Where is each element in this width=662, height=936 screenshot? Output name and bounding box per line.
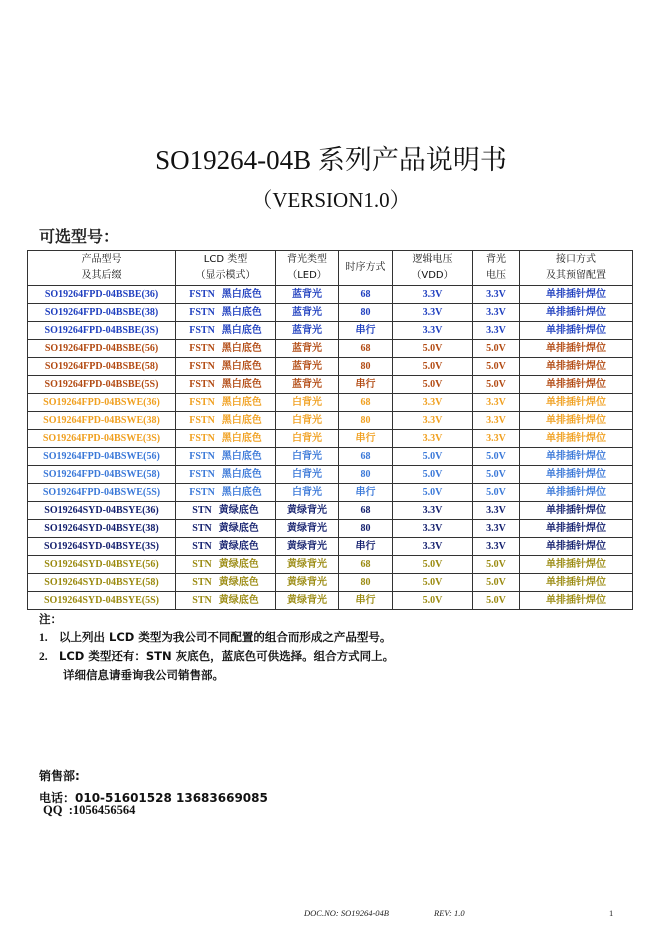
table-row bbox=[28, 430, 633, 448]
cell-vdd: 3.3V bbox=[393, 412, 473, 430]
lcd-mode-text: 黑白底色 bbox=[221, 360, 262, 372]
lcd-mode-text: 黑白底色 bbox=[221, 450, 262, 462]
cell-lcd-type bbox=[176, 394, 276, 412]
cell-bl-voltage: 3.3V bbox=[473, 322, 520, 340]
cell-bl-voltage: 3.3V bbox=[473, 412, 520, 430]
cell-timing: 串行 bbox=[339, 376, 393, 394]
cell-vdd: 5.0V bbox=[393, 376, 473, 394]
table-row bbox=[28, 304, 633, 322]
cell-timing: 80 bbox=[339, 466, 393, 484]
table-row bbox=[28, 484, 633, 502]
lcd-type-text: STN bbox=[192, 522, 212, 534]
cell-lcd-type bbox=[176, 304, 276, 322]
lcd-type-text: FSTN bbox=[189, 306, 215, 318]
cell-bl-voltage: 3.3V bbox=[473, 520, 520, 538]
cell-backlight: 蓝背光 bbox=[276, 304, 339, 322]
cell-bl-voltage: 5.0V bbox=[473, 358, 520, 376]
lcd-type-text: FSTN bbox=[189, 324, 215, 336]
header-timing: 时序方式 bbox=[339, 251, 393, 286]
cell-lcd-type bbox=[176, 592, 276, 610]
cell-vdd: 5.0V bbox=[393, 340, 473, 358]
lcd-type-text: STN bbox=[192, 504, 212, 516]
cell-lcd-type bbox=[176, 322, 276, 340]
cell-model: SO19264FPD-04BSBE(38) bbox=[28, 304, 176, 322]
cell-model: SO19264FPD-04BSWE(5S) bbox=[28, 484, 176, 502]
note-item bbox=[39, 628, 394, 647]
cell-model: SO19264SYD-04BSYE(58) bbox=[28, 574, 176, 592]
cell-bl-voltage: 5.0V bbox=[473, 484, 520, 502]
note-item bbox=[39, 647, 394, 666]
cell-interface: 单排插针焊位 bbox=[520, 394, 633, 412]
cell-bl-voltage: 5.0V bbox=[473, 574, 520, 592]
cell-timing: 80 bbox=[339, 358, 393, 376]
lcd-mode-text: 黑白底色 bbox=[221, 414, 262, 426]
cell-model: SO19264FPD-04BSWE(38) bbox=[28, 412, 176, 430]
table-row bbox=[28, 520, 633, 538]
cell-timing: 80 bbox=[339, 412, 393, 430]
cell-timing: 串行 bbox=[339, 484, 393, 502]
cell-vdd: 3.3V bbox=[393, 430, 473, 448]
lcd-type-text: FSTN bbox=[189, 360, 215, 372]
cell-backlight: 蓝背光 bbox=[276, 340, 339, 358]
cell-timing: 80 bbox=[339, 574, 393, 592]
header-backlight: 背光类型 （LED） bbox=[276, 251, 339, 286]
cell-vdd: 5.0V bbox=[393, 448, 473, 466]
cell-lcd-type bbox=[176, 286, 276, 304]
cell-backlight: 白背光 bbox=[276, 484, 339, 502]
cell-vdd: 5.0V bbox=[393, 556, 473, 574]
cell-model: SO19264SYD-04BSYE(56) bbox=[28, 556, 176, 574]
lcd-mode-text: 黑白底色 bbox=[221, 342, 262, 354]
lcd-mode-text: 黄绿底色 bbox=[218, 594, 259, 606]
cell-interface: 单排插针焊位 bbox=[520, 484, 633, 502]
table-row bbox=[28, 340, 633, 358]
cell-vdd: 5.0V bbox=[393, 484, 473, 502]
cell-interface: 单排插针焊位 bbox=[520, 376, 633, 394]
table-row bbox=[28, 394, 633, 412]
cell-timing: 68 bbox=[339, 340, 393, 358]
cell-interface: 单排插针焊位 bbox=[520, 574, 633, 592]
cell-interface: 单排插针焊位 bbox=[520, 502, 633, 520]
cell-lcd-type bbox=[176, 574, 276, 592]
cell-bl-voltage: 5.0V bbox=[473, 340, 520, 358]
cell-timing: 68 bbox=[339, 286, 393, 304]
header-interface: 接口方式 及其预留配置 bbox=[520, 251, 633, 286]
cell-interface: 单排插针焊位 bbox=[520, 448, 633, 466]
notes-heading: 注： bbox=[39, 612, 62, 626]
sales-qq bbox=[43, 803, 135, 818]
note-continuation: 详细信息请垂询我公司销售部。 bbox=[63, 668, 224, 682]
cell-interface: 单排插针焊位 bbox=[520, 520, 633, 538]
cell-vdd: 3.3V bbox=[393, 520, 473, 538]
cell-interface: 单排插针焊位 bbox=[520, 592, 633, 610]
cell-timing: 串行 bbox=[339, 430, 393, 448]
footer-doc-number: DOC.NO: SO19264-04B bbox=[304, 908, 389, 918]
cell-timing: 串行 bbox=[339, 538, 393, 556]
lcd-type-text: STN bbox=[192, 576, 212, 588]
note-number: 2. bbox=[39, 651, 48, 663]
cell-model: SO19264FPD-04BSWE(3S) bbox=[28, 430, 176, 448]
lcd-mode-text: 黑白底色 bbox=[221, 468, 262, 480]
cell-lcd-type bbox=[176, 466, 276, 484]
cell-vdd: 3.3V bbox=[393, 502, 473, 520]
cell-vdd: 3.3V bbox=[393, 304, 473, 322]
lcd-mode-text: 黄绿底色 bbox=[218, 504, 259, 516]
lcd-type-text: FSTN bbox=[189, 396, 215, 408]
table-row bbox=[28, 286, 633, 304]
sales-heading: 销售部: bbox=[39, 769, 80, 783]
cell-vdd: 3.3V bbox=[393, 394, 473, 412]
table-row bbox=[28, 592, 633, 610]
cell-vdd: 3.3V bbox=[393, 286, 473, 304]
table-header-row bbox=[28, 251, 633, 286]
qq-value: :1056456564 bbox=[68, 803, 136, 817]
cell-model: SO19264FPD-04BSBE(5S) bbox=[28, 376, 176, 394]
sales-phone: 电话：010-51601528 13683669085 bbox=[39, 791, 268, 805]
cell-model: SO19264SYD-04BSYE(3S) bbox=[28, 538, 176, 556]
qq-label: QQ bbox=[43, 803, 63, 817]
cell-timing: 68 bbox=[339, 394, 393, 412]
table-body bbox=[28, 286, 633, 610]
cell-backlight: 黄绿背光 bbox=[276, 592, 339, 610]
cell-bl-voltage: 3.3V bbox=[473, 286, 520, 304]
cell-lcd-type bbox=[176, 538, 276, 556]
cell-lcd-type bbox=[176, 484, 276, 502]
cell-model: SO19264SYD-04BSYE(38) bbox=[28, 520, 176, 538]
table-row bbox=[28, 538, 633, 556]
cell-backlight: 黄绿背光 bbox=[276, 520, 339, 538]
cell-backlight: 白背光 bbox=[276, 430, 339, 448]
cell-bl-voltage: 5.0V bbox=[473, 592, 520, 610]
table-row bbox=[28, 358, 633, 376]
cell-lcd-type bbox=[176, 502, 276, 520]
cell-backlight: 蓝背光 bbox=[276, 358, 339, 376]
cell-interface: 单排插针焊位 bbox=[520, 556, 633, 574]
table-row bbox=[28, 322, 633, 340]
cell-bl-voltage: 3.3V bbox=[473, 538, 520, 556]
footer-revision: REV: 1.0 bbox=[434, 908, 465, 918]
cell-bl-voltage: 5.0V bbox=[473, 448, 520, 466]
table-row bbox=[28, 502, 633, 520]
notes-section bbox=[39, 610, 394, 684]
note-text: 以上列出 LCD 类型为我公司不同配置的组合而形成之产品型号。 bbox=[59, 630, 392, 644]
lcd-mode-text: 黑白底色 bbox=[221, 306, 262, 318]
lcd-type-text: FSTN bbox=[189, 432, 215, 444]
cell-timing: 80 bbox=[339, 520, 393, 538]
lcd-mode-text: 黄绿底色 bbox=[218, 558, 259, 570]
cell-vdd: 5.0V bbox=[393, 592, 473, 610]
cell-model: SO19264FPD-04BSBE(3S) bbox=[28, 322, 176, 340]
cell-lcd-type bbox=[176, 340, 276, 358]
cell-backlight: 蓝背光 bbox=[276, 286, 339, 304]
lcd-mode-text: 黄绿底色 bbox=[218, 540, 259, 552]
lcd-type-text: STN bbox=[192, 594, 212, 606]
lcd-type-text: FSTN bbox=[189, 378, 215, 390]
cell-timing: 80 bbox=[339, 304, 393, 322]
cell-model: SO19264FPD-04BSWE(56) bbox=[28, 448, 176, 466]
cell-timing: 串行 bbox=[339, 322, 393, 340]
document-title: SO19264-04B 系列产品说明书 bbox=[155, 145, 507, 175]
table-row bbox=[28, 574, 633, 592]
cell-interface: 单排插针焊位 bbox=[520, 322, 633, 340]
cell-timing: 68 bbox=[339, 556, 393, 574]
cell-interface: 单排插针焊位 bbox=[520, 538, 633, 556]
cell-timing: 串行 bbox=[339, 592, 393, 610]
section-heading: 可选型号： bbox=[39, 227, 120, 246]
lcd-mode-text: 黑白底色 bbox=[221, 486, 262, 498]
cell-backlight: 蓝背光 bbox=[276, 322, 339, 340]
cell-lcd-type bbox=[176, 520, 276, 538]
document-version: （VERSION1.0） bbox=[251, 188, 411, 212]
lcd-mode-text: 黄绿底色 bbox=[218, 576, 259, 588]
cell-backlight: 白背光 bbox=[276, 394, 339, 412]
cell-lcd-type bbox=[176, 412, 276, 430]
table-row bbox=[28, 448, 633, 466]
cell-interface: 单排插针焊位 bbox=[520, 412, 633, 430]
footer-page-number: 1 bbox=[609, 908, 614, 918]
table-row bbox=[28, 466, 633, 484]
cell-vdd: 5.0V bbox=[393, 574, 473, 592]
cell-vdd: 3.3V bbox=[393, 538, 473, 556]
cell-bl-voltage: 5.0V bbox=[473, 376, 520, 394]
table-row bbox=[28, 376, 633, 394]
table-row bbox=[28, 412, 633, 430]
lcd-type-text: FSTN bbox=[189, 450, 215, 462]
cell-bl-voltage: 3.3V bbox=[473, 304, 520, 322]
cell-interface: 单排插针焊位 bbox=[520, 358, 633, 376]
lcd-mode-text: 黑白底色 bbox=[221, 432, 262, 444]
lcd-type-text: FSTN bbox=[189, 288, 215, 300]
header-vdd: 逻辑电压 （VDD） bbox=[393, 251, 473, 286]
lcd-mode-text: 黄绿底色 bbox=[218, 522, 259, 534]
cell-lcd-type bbox=[176, 376, 276, 394]
header-lcd-type: LCD 类型 （显示模式） bbox=[176, 251, 276, 286]
note-number: 1. bbox=[39, 632, 48, 644]
cell-bl-voltage: 3.3V bbox=[473, 502, 520, 520]
lcd-mode-text: 黑白底色 bbox=[221, 288, 262, 300]
cell-lcd-type bbox=[176, 430, 276, 448]
lcd-mode-text: 黑白底色 bbox=[221, 396, 262, 408]
table-row bbox=[28, 556, 633, 574]
cell-backlight: 白背光 bbox=[276, 448, 339, 466]
cell-vdd: 3.3V bbox=[393, 322, 473, 340]
lcd-type-text: FSTN bbox=[189, 414, 215, 426]
cell-backlight: 白背光 bbox=[276, 412, 339, 430]
lcd-type-text: FSTN bbox=[189, 468, 215, 480]
cell-bl-voltage: 5.0V bbox=[473, 466, 520, 484]
lcd-mode-text: 黑白底色 bbox=[221, 324, 262, 336]
cell-timing: 68 bbox=[339, 448, 393, 466]
cell-interface: 单排插针焊位 bbox=[520, 430, 633, 448]
cell-interface: 单排插针焊位 bbox=[520, 466, 633, 484]
lcd-type-text: STN bbox=[192, 540, 212, 552]
cell-backlight: 黄绿背光 bbox=[276, 502, 339, 520]
lcd-mode-text: 黑白底色 bbox=[221, 378, 262, 390]
model-table bbox=[27, 250, 633, 610]
cell-model: SO19264FPD-04BSWE(36) bbox=[28, 394, 176, 412]
cell-bl-voltage: 3.3V bbox=[473, 394, 520, 412]
lcd-type-text: STN bbox=[192, 558, 212, 570]
cell-model: SO19264SYD-04BSYE(5S) bbox=[28, 592, 176, 610]
cell-backlight: 白背光 bbox=[276, 466, 339, 484]
lcd-type-text: FSTN bbox=[189, 486, 215, 498]
cell-lcd-type bbox=[176, 556, 276, 574]
cell-model: SO19264FPD-04BSBE(58) bbox=[28, 358, 176, 376]
header-bl-voltage: 背光 电压 bbox=[473, 251, 520, 286]
lcd-type-text: FSTN bbox=[189, 342, 215, 354]
cell-model: SO19264FPD-04BSBE(36) bbox=[28, 286, 176, 304]
cell-vdd: 5.0V bbox=[393, 358, 473, 376]
cell-interface: 单排插针焊位 bbox=[520, 340, 633, 358]
cell-model: SO19264FPD-04BSBE(56) bbox=[28, 340, 176, 358]
cell-lcd-type bbox=[176, 358, 276, 376]
cell-bl-voltage: 3.3V bbox=[473, 430, 520, 448]
header-model: 产品型号 及其后缀 bbox=[28, 251, 176, 286]
cell-vdd: 5.0V bbox=[393, 466, 473, 484]
cell-interface: 单排插针焊位 bbox=[520, 304, 633, 322]
cell-lcd-type bbox=[176, 448, 276, 466]
cell-interface: 单排插针焊位 bbox=[520, 286, 633, 304]
cell-backlight: 黄绿背光 bbox=[276, 556, 339, 574]
cell-backlight: 黄绿背光 bbox=[276, 538, 339, 556]
cell-model: SO19264SYD-04BSYE(36) bbox=[28, 502, 176, 520]
note-text: LCD 类型还有：STN 灰底色，蓝底色可供选择。组合方式同上。 bbox=[59, 649, 395, 663]
cell-model: SO19264FPD-04BSWE(58) bbox=[28, 466, 176, 484]
cell-timing: 68 bbox=[339, 502, 393, 520]
cell-backlight: 蓝背光 bbox=[276, 376, 339, 394]
cell-backlight: 黄绿背光 bbox=[276, 574, 339, 592]
cell-bl-voltage: 5.0V bbox=[473, 556, 520, 574]
